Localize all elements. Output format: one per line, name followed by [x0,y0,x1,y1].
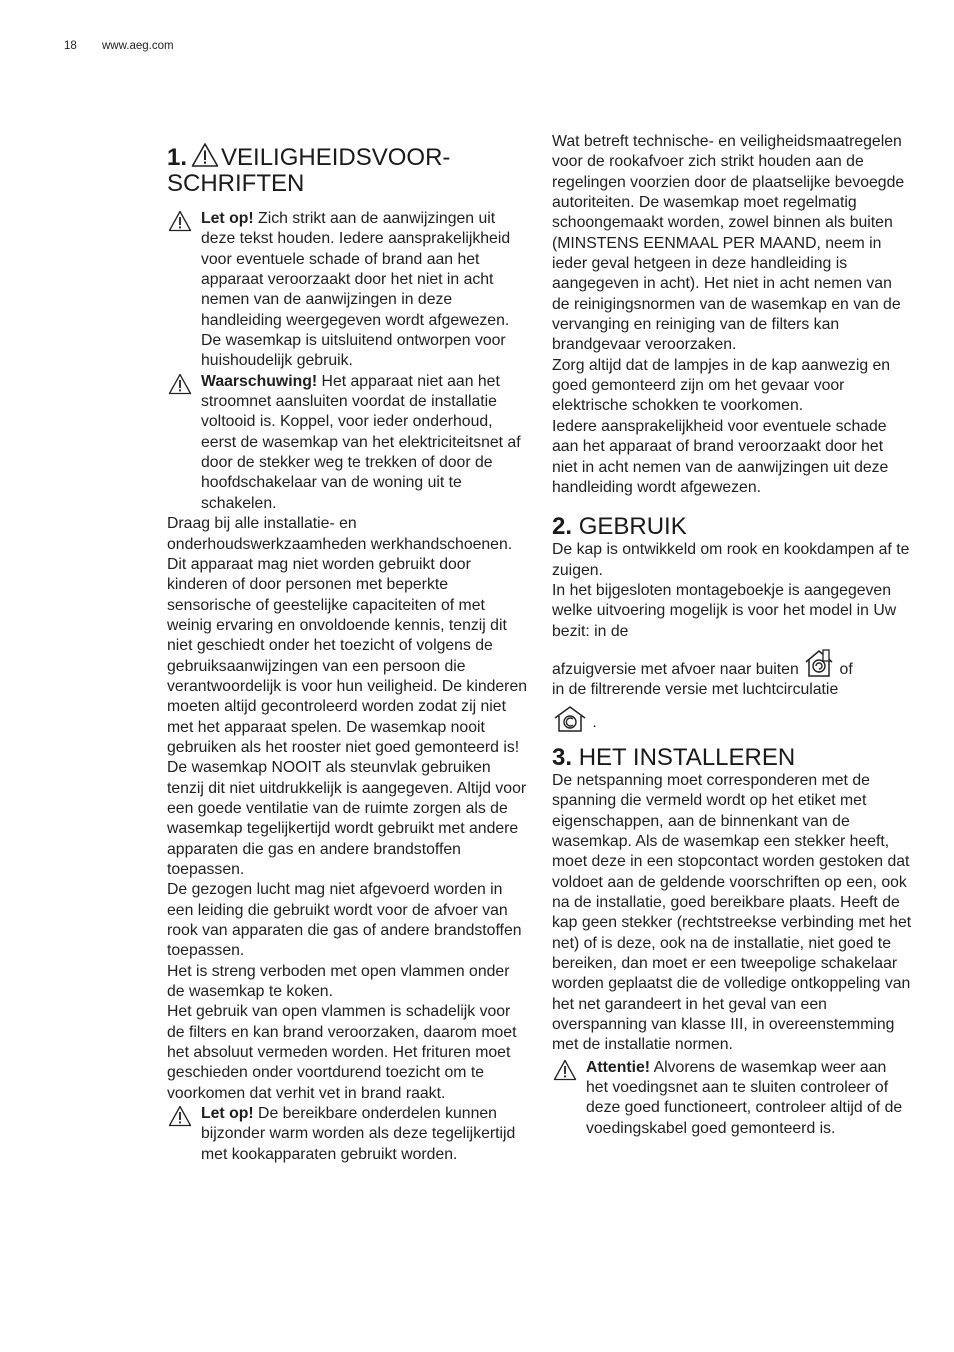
section-title: GEBRUIK [578,513,687,541]
left-column [167,132,527,1165]
caution-note [167,209,527,372]
website-url: www.aeg.com [102,40,174,52]
paragraph: Het is streng verboden met open vlammen onder de wasemkap te koken. [167,962,510,1001]
page-header [64,40,174,52]
section-number: 1. [167,144,188,171]
warning-note [167,372,527,514]
section-1-heading [167,142,527,197]
or-text: of [839,660,853,678]
section-title: HET INSTALLEREN [578,743,796,771]
recirculation-icon [552,705,588,733]
paragraph: Wat betreft technische- en veiligheidsmaatregelen voor de rookafvoer zich strikt houden aan de regelingen voorzien door de plaatselijke bevoegde autoriteiten. De wasemkap moet regelmatig schoongemaakt worden, zowel binnen als buiten (MINSTENS EENMAAL PER MAAND, neem in ieder geval hetgeen in deze handleiding is aangegeven in acht). Het niet in acht nemen van de reinigingsnormen van de wasemkap en van de vervanging en reiniging van de filters kan brandgevaar veroorzaken. [552,133,905,354]
section-title-line2: SCHRIFTEN [167,170,305,197]
right-column [552,132,912,1139]
paragraph: De wasemkap NOOIT als steunvlak gebruiken tenzij dit niet uitdrukkelijk is aangegeven. Altijd voor een goede ventilatie van de ruimte zorgen als de wasemkap tegelijkertijd wordt gebruikt met andere apparaten die gas en andere brandstoffen toepassen. [167,759,527,878]
section-2-heading [552,514,912,540]
paragraph: Draag bij alle installatie- en onderhoudswerkzaamheden werkhandschoenen. [167,515,513,553]
paragraph: Iedere aansprakelijkheid voor eventuele schade aan het apparaat of brand veroorzaakt door het niet in acht nemen van de aanwijzingen uit deze handleiding wordt afgewezen. [552,417,889,496]
paragraph: De gezogen lucht mag niet afgevoerd worden in een leiding die gebruikt wordt voor de afvoer van rook van apparaten die gas of andere brandstoffen toepassen. [167,881,522,960]
section-number: 2. [552,513,573,541]
warning-label: Waarschuwing! [201,372,318,390]
warning-text: Het apparaat niet aan het stroomnet aansluiten voordat de installatie voltooid is. Koppel, voor ieder onderhoud, eerst de wasemkap van het elektriciteitsnet af door de stekker weg te trekken of door de hoofdschakelaar van de woning uit te schakelen. [201,372,521,512]
section-3-heading [552,745,912,771]
extraction-text: afzuigversie met afvoer naar buiten [552,660,799,678]
section-number: 3. [552,743,573,771]
paragraph: Het gebruik van open vlammen is schadelijk voor de filters en kan brand veroorzaken, daarom moet het absoluut vermeden worden. Het frituren moet geschieden onder voortdurend toezicht om te voorkomen dat verhit vet in brand raakt. [167,1003,517,1102]
caution-label: Let op! [201,1105,254,1123]
caution-label: Let op! [201,210,254,227]
paragraph [552,705,912,733]
warning-triangle-icon [168,1105,192,1127]
caution-note [167,1104,527,1165]
attention-label: Attentie! [586,1058,651,1076]
attention-note [552,1058,912,1139]
section-title-line1: VEILIGHEIDSVOOR- [221,144,451,171]
warning-triangle-icon [553,1059,577,1081]
paragraph: Zorg altijd dat de lampjes in de kap aanwezig en goed gemonteerd zijn om het gevaar voor elektrische schokken te voorkomen. [552,356,891,415]
warning-triangle-icon [191,142,219,168]
paragraph: De kap is ontwikkeld om rook en kookdampen af te zuigen. [552,541,910,579]
paragraph: De netspanning moet corresponderen met de spanning die vermeld wordt op het etiket met eigenschappen, aan de binnenkant van de wasemkap. Als de wasemkap een stekker heeft, moet deze in een stopcontact worden gestoken dat voldoet aan de geldende voorschriften op een, ook na de installatie, goed bereikbare plaats. Heeft de kap geen stekker (rechtstreekse verbinding met het net) of is deze, ook na de installatie, niet goed te bereiken, dan moet er een tweepolige schakelaar worden geplaatst die de volledige ontkoppeling van het net garandeert in het geval van een overspanning van klasse III, in overeenstemming met de installatie normen. [552,771,912,1054]
warning-triangle-icon [168,373,192,395]
paragraph: Dit apparaat mag niet worden gebruikt door kinderen of door personen met beperkte sensorische of geestelijke capaciteiten of met weinig ervaring en onvoldoende kennis, tenzij dit niet geschiedt onder het toezicht of volgens de gebruiksaanwijzingen van een persoon die verantwoordelijk is voor hun veiligheid. De kinderen moeten altijd gecontroleerd worden zodat zij niet met het apparaat spelen. De wasemkap nooit gebruiken als het rooster niet goed gemonteerd is! [167,555,528,756]
caution-text: De bereikbare onderdelen kunnen bijzonder warm worden als deze tegelijkertijd met kookapparaten gebruikt worden. [201,1105,516,1163]
paragraph [552,648,912,680]
paragraph: in de filtrerende versie met luchtcirculatie [552,681,839,699]
paragraph: In het bijgesloten montageboekje is aangegeven welke uitvoering mogelijk is voor het model in Uw bezit: in de [552,581,897,640]
attention-text: Alvorens de wasemkap weer aan het voedingsnet aan te sluiten controleer of deze goed functioneert, controleer altijd of de voedingskabel goed gemonteerd is. [586,1058,903,1137]
warning-triangle-icon [168,210,192,232]
page-number: 18 [64,40,77,52]
external-venting-icon [803,648,835,678]
period-text: . [592,713,597,731]
caution-text: Zich strikt aan de aanwijzingen uit deze tekst houden. Iedere aansprakelijkheid voor eventuele schade of brand aan het apparaat veroorzaakt door het niet in acht nemen van de aanwijzingen in deze handleiding weergegeven wordt afgewezen. De wasemkap is uitsluitend ontworpen voor huishoudelijk gebruik. [201,210,511,370]
